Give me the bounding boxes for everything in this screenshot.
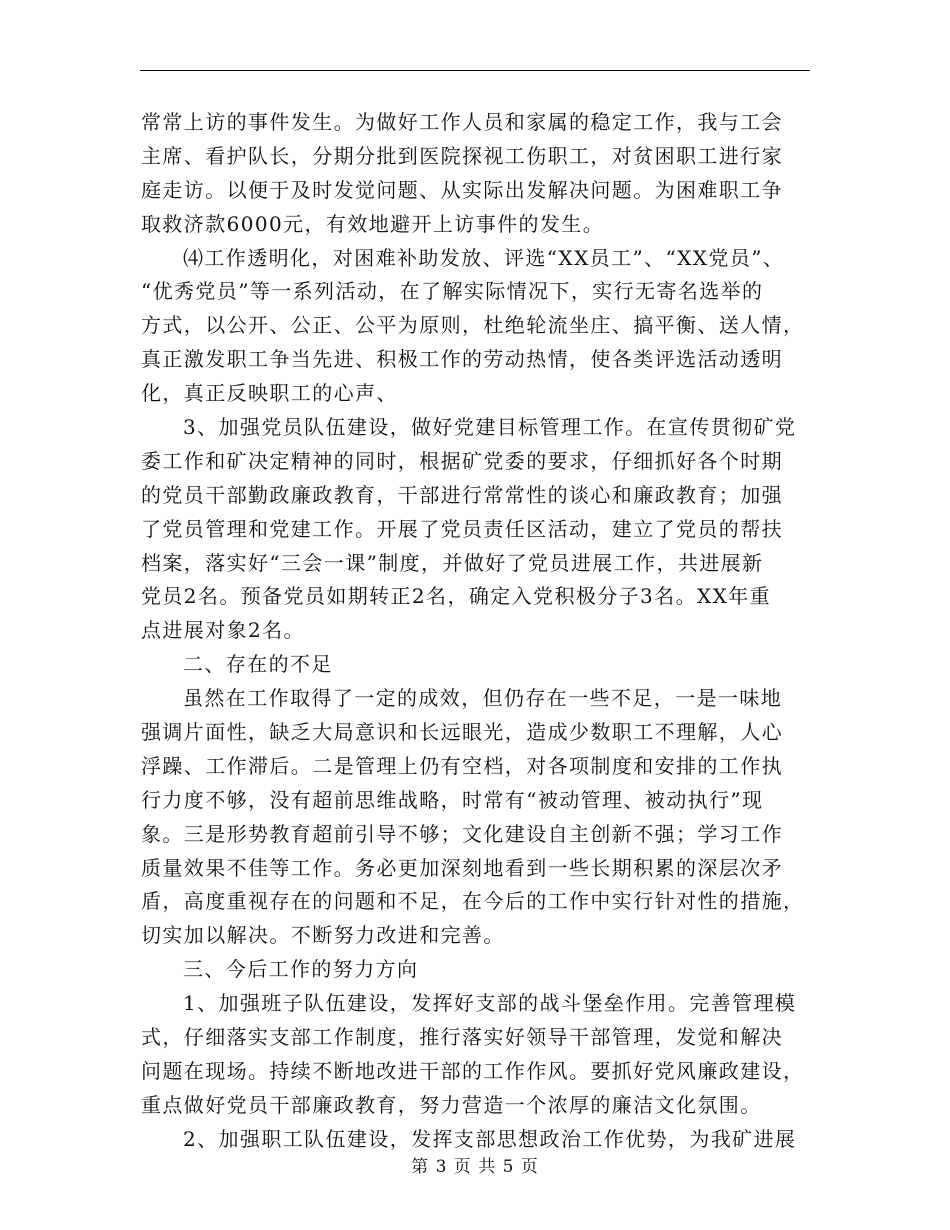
text-line: 主席、看护队长，分期分批到医院探视工伤职工，对贫困职工进行家 [141,143,783,168]
text-line: 切实加以解决。不断努力改进和完善。 [141,923,505,948]
text-line: 强调片面性，缺乏大局意识和长远眼光，造成少数职工不理解，人心 [141,720,783,745]
document-body [141,106,809,1157]
text-line: 1、加强班子队伍建设，发挥好支部的战斗堡垒作用。完善管理模 [183,991,797,1016]
text-line: 行力度不够，没有超前思维战略，时常有“被动管理、被动执行”现 [141,787,764,812]
text-line: 化，真正反映职工的心声、 [141,381,398,406]
text-line: 党员2名。预备党员如期转正2名，确定入党积极分子3名。XX年重 [141,584,772,609]
text-line: 质量效果不佳等工作。务必更加深刻地看到一些长期积累的深层次矛 [141,855,783,880]
text-line: 三、今后工作的努力方向 [183,957,419,982]
text-line: 2、加强职工队伍建设，发挥支部思想政治工作优势，为我矿进展 [183,1126,797,1151]
text-line: 浮躁、工作滞后。二是管理上仍有空档，对各项制度和安排的工作执 [141,753,783,778]
text-line: 真正激发职工争当先进、积极工作的劳动热情，使各类评选活动透明 [141,347,783,372]
text-line: 象。三是形势教育超前引导不够；文化建设自主创新不强；学习工作 [141,821,783,846]
text-line: 式，仔细落实支部工作制度，推行落实好领导干部管理，发觉和解决 [141,1025,783,1050]
text-line: 庭走访。以便于及时发觉问题、从实际出发解决问题。为困难职工争 [141,177,783,202]
page-footer: 第 3 页 共 5 页 [411,1157,539,1177]
text-line: 委工作和矿决定精神的同时，根据矿党委的要求，仔细抓好各个时期 [141,448,783,473]
text-line: 的党员干部勤政廉政教育，干部进行常常性的谈心和廉政教育；加强 [141,482,783,507]
text-line: 二、存在的不足 [183,652,333,677]
text-line: 盾，高度重视存在的问题和不足，在今后的工作中实行针对性的措施， [141,889,805,914]
text-line: 方式，以公开、公正、公平为原则，杜绝轮流坐庄、搞平衡、送人情， [141,313,805,338]
text-line: 取救济款6000元，有效地避开上访事件的发生。 [141,211,605,236]
text-line: “优秀党员”等一系列活动，在了解实际情况下，实行无寄名选举的 [141,279,764,304]
header-rule [140,70,810,71]
text-line: 点进展对象2名。 [141,618,305,643]
text-line: 3、加强党员队伍建设，做好党建目标管理工作。在宣传贯彻矿党 [183,415,797,440]
text-line: ⑷工作透明化，对困难补助发放、评选“XX员工”、“XX党员”、 [183,245,785,270]
text-line: 了党员管理和党建工作。开展了党员责任区活动，建立了党员的帮扶 [141,516,783,541]
text-line: 档案，落实好“三会一课”制度，并做好了党员进展工作，共进展新 [141,550,764,575]
text-line: 重点做好党员干部廉政教育，努力营造一个浓厚的廉洁文化氛围。 [141,1092,762,1117]
text-line: 问题在现场。持续不断地改进干部的工作作风。要抓好党风廉政建设， [141,1058,805,1083]
text-line: 常常上访的事件发生。为做好工作人员和家属的稳定工作，我与工会 [141,110,783,134]
text-line: 虽然在工作取得了一定的成效，但仍存在一些不足，一是一味地 [183,686,783,711]
